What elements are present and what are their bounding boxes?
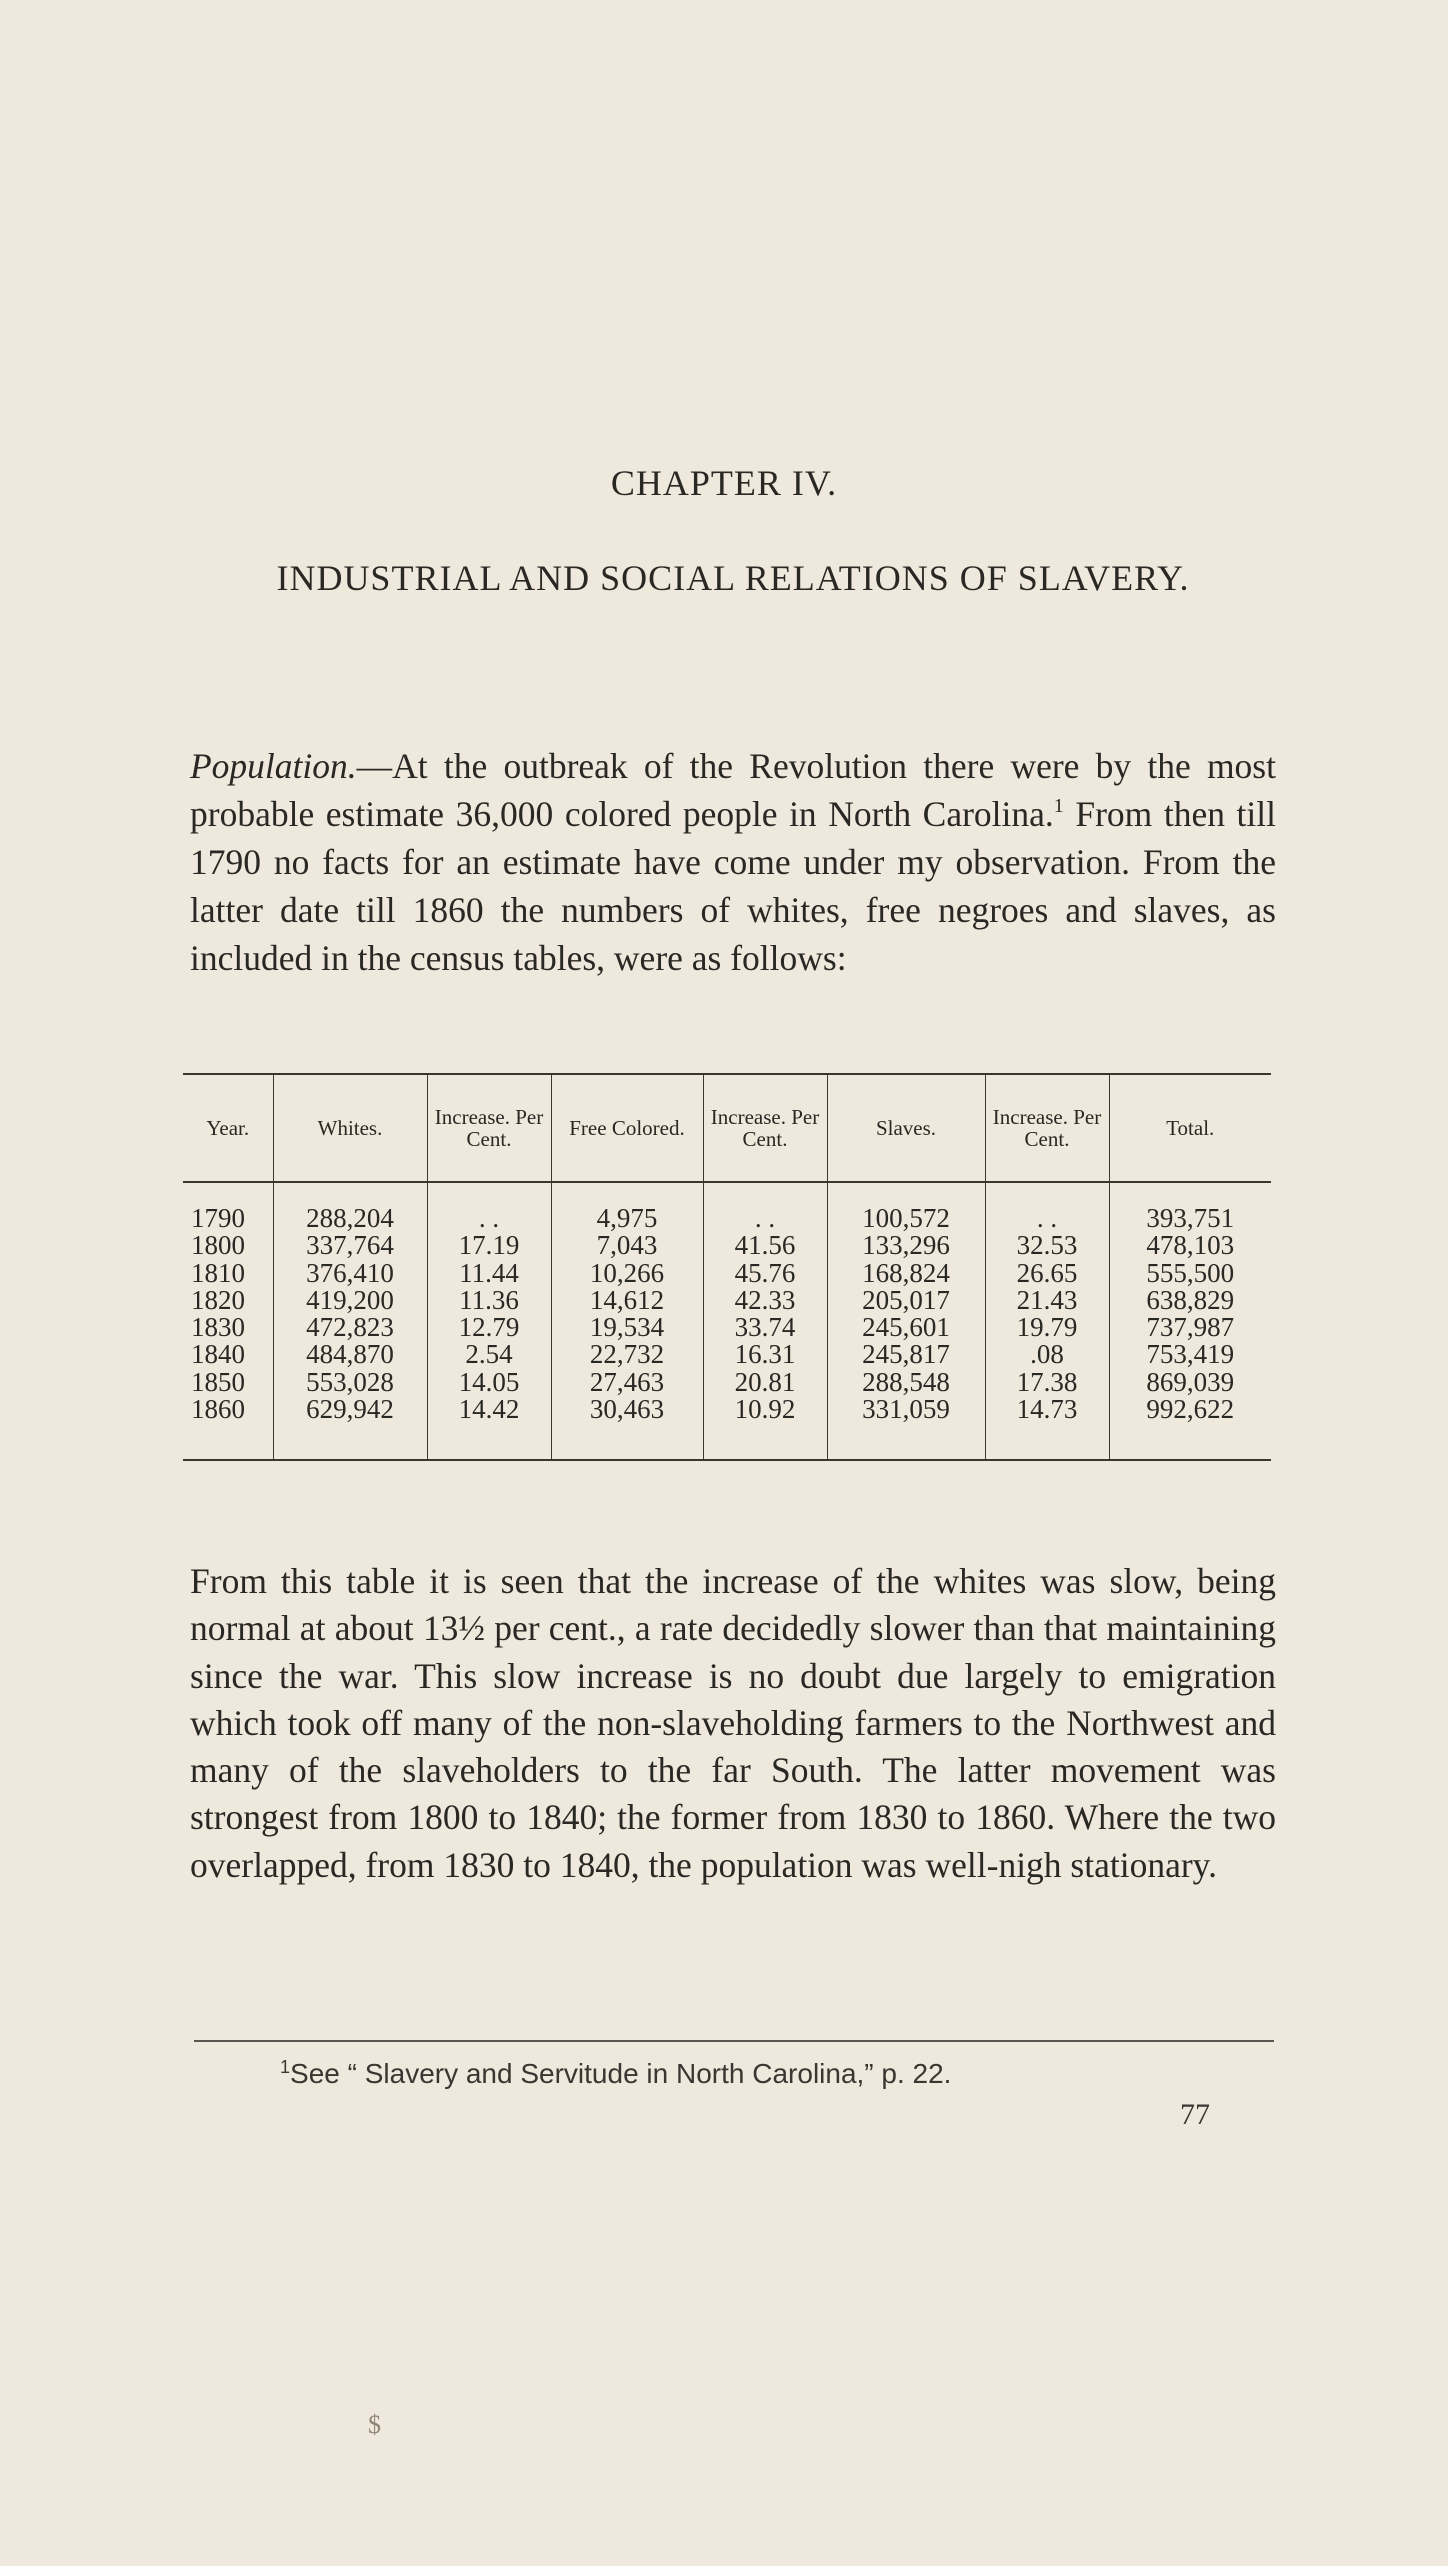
table-cell-slaves-1790: 100,572	[862, 1203, 950, 1233]
footnote-divider	[194, 2040, 1274, 2042]
table-cell-whites-1790: 288,204	[306, 1203, 394, 1233]
table-cell-year-1840: 1840	[191, 1339, 245, 1370]
table-cell-inc2-1860: 10.92	[734, 1394, 796, 1425]
table-cell-slaves-1830: 245,601	[862, 1312, 950, 1343]
table-cell-inc1-1790: . .	[478, 1203, 500, 1233]
table-cell-whites-1830: 472,823	[306, 1312, 394, 1343]
table-cell-inc3-1800: 32.53	[1016, 1230, 1078, 1261]
paragraph-text-b: From then till 1790 no facts for an estimate have come under my observation. From the latter date till 1860 the numbers of whites, free negroes and slaves, as included in the census tables, were as follows:	[190, 794, 1277, 978]
table-cell-year-1860: 1860	[191, 1394, 245, 1425]
table-cell-free-1820: 14,612	[589, 1284, 665, 1315]
column-total	[1109, 1182, 1271, 1460]
table-cell-year-1830: 1830	[191, 1312, 245, 1343]
table-cell-total-1840: 753,419	[1146, 1339, 1235, 1370]
table-cell-inc3-1820: 21.43	[1016, 1284, 1078, 1315]
table-cell-inc2-1840: 16.31	[734, 1339, 796, 1370]
footnote-text: See “ Slavery and Servitude in North Carolina,” p. 22.	[290, 2058, 952, 2089]
table-body-row	[183, 1182, 1271, 1460]
table-cell-inc3-1840: .08	[1030, 1339, 1064, 1370]
table-cell-free-1800: 7,043	[596, 1230, 658, 1261]
table-cell-inc1-1800: 17.19	[458, 1230, 520, 1261]
table-cell-total-1790: 393,751	[1146, 1203, 1235, 1233]
table-cell-inc1-1840: 2.54	[465, 1339, 513, 1370]
header-whites: Whites.	[273, 1074, 427, 1182]
table-cell-slaves-1840: 245,817	[862, 1339, 950, 1370]
table-cell-slaves-1850: 288,548	[862, 1366, 950, 1397]
table-cell-inc1-1860: 14.42	[458, 1394, 520, 1425]
table-cell-total-1830: 737,987	[1146, 1312, 1235, 1343]
table-cell-slaves-1860: 331,059	[862, 1394, 950, 1425]
table-cell-total-1800: 478,103	[1146, 1230, 1235, 1261]
table-cell-free-1830: 19,534	[589, 1312, 665, 1343]
table-cell-total-1820: 638,829	[1146, 1284, 1235, 1315]
table-cell-inc3-1790: . .	[1036, 1203, 1058, 1233]
table-cell-total-1860: 992,622	[1146, 1394, 1235, 1425]
table-cell-inc2-1810: 45.76	[734, 1257, 796, 1288]
chapter-heading: CHAPTER IV.	[610, 463, 838, 503]
table-cell-year-1850: 1850	[191, 1366, 245, 1397]
stray-mark: $	[368, 2410, 381, 2439]
page-number: 77	[1180, 2098, 1210, 2131]
table-cell-inc2-1790: . .	[754, 1203, 776, 1233]
table-cell-free-1790: 4,975	[596, 1203, 658, 1233]
table-cell-inc1-1850: 14.05	[458, 1366, 520, 1397]
table-cell-inc1-1810: 11.44	[459, 1257, 519, 1288]
table-cell-slaves-1820: 205,017	[862, 1284, 950, 1315]
table-cell-year-1790: 1790	[191, 1203, 245, 1233]
table-cell-slaves-1810: 168,824	[862, 1257, 950, 1288]
table-cell-whites-1840: 484,870	[306, 1339, 394, 1370]
table-cell-inc2-1830: 33.74	[734, 1312, 796, 1343]
table-cell-whites-1810: 376,410	[306, 1257, 394, 1288]
table-cell-slaves-1800: 133,296	[862, 1230, 950, 1261]
footnote-reference[interactable]: 1	[1053, 795, 1064, 817]
column-whites-increase	[427, 1182, 551, 1460]
table-cell-whites-1860: 629,942	[306, 1394, 394, 1425]
header-free-colored-increase: Increase. Per Cent.	[703, 1074, 827, 1182]
column-slaves-increase	[985, 1182, 1109, 1460]
table-cell-whites-1820: 419,200	[306, 1284, 394, 1315]
table-cell-free-1860: 30,463	[589, 1394, 665, 1425]
table-cell-inc3-1860: 14.73	[1016, 1394, 1078, 1425]
header-whites-increase: Increase. Per Cent.	[427, 1074, 551, 1182]
column-free-colored-increase	[703, 1182, 827, 1460]
paragraph-lead: Population.	[190, 746, 357, 786]
table-cell-inc1-1830: 12.79	[458, 1312, 520, 1343]
table-cell-inc3-1850: 17.38	[1016, 1366, 1078, 1397]
table-cell-inc1-1820: 11.36	[459, 1284, 519, 1315]
table-header-row	[183, 1074, 1271, 1182]
table-cell-total-1850: 869,039	[1146, 1366, 1235, 1397]
table-cell-free-1840: 22,732	[589, 1339, 665, 1370]
intro-paragraph	[190, 742, 1276, 982]
header-free-colored: Free Colored.	[551, 1074, 703, 1182]
footnote	[280, 2058, 951, 2090]
header-total: Total.	[1109, 1074, 1271, 1182]
table-cell-total-1810: 555,500	[1146, 1257, 1235, 1288]
table-cell-free-1810: 10,266	[589, 1257, 665, 1288]
table-cell-year-1810: 1810	[191, 1257, 245, 1288]
table-cell-year-1800: 1800	[191, 1230, 245, 1261]
table-cell-inc2-1800: 41.56	[734, 1230, 796, 1261]
table-cell-inc2-1820: 42.33	[734, 1284, 796, 1315]
column-free-colored	[551, 1182, 703, 1460]
header-slaves-increase: Increase. Per Cent.	[985, 1074, 1109, 1182]
column-year	[183, 1182, 273, 1460]
table-cell-free-1850: 27,463	[589, 1366, 665, 1397]
header-slaves: Slaves.	[827, 1074, 985, 1182]
table-cell-whites-1800: 337,764	[306, 1230, 394, 1261]
footnote-marker: 1	[280, 2057, 291, 2077]
chapter-title: INDUSTRIAL AND SOCIAL RELATIONS OF SLAVERY.	[276, 558, 1190, 598]
analysis-paragraph: From this table it is seen that the increase of the whites was slow, being normal at about 13½ per cent., a rate decidedly slower than that maintaining since the war. This slow increase is no doubt due largely to emigration which took off many of the non-slaveholding farmers to the Northwest and many of the slaveholders to the far South. The latter movement was strongest from 1800 to 1840; the former from 1830 to 1860. Where the two overlapped, from 1830 to 1840, the population was well-nigh stationary.	[190, 1561, 1276, 1885]
table-cell-year-1820: 1820	[191, 1284, 245, 1315]
population-table	[183, 1073, 1271, 1461]
table-cell-inc3-1810: 26.65	[1016, 1257, 1078, 1288]
paragraph-text-a: —At the outbreak of the Revolution there were by the most probable estimate 36,000 colored people in North Carolina.	[190, 746, 1276, 834]
column-whites	[273, 1182, 427, 1460]
header-year: Year.	[183, 1074, 273, 1182]
column-slaves	[827, 1182, 985, 1460]
table-cell-whites-1850: 553,028	[306, 1366, 394, 1397]
table-cell-inc2-1850: 20.81	[734, 1366, 796, 1397]
table-cell-inc3-1830: 19.79	[1016, 1312, 1078, 1343]
